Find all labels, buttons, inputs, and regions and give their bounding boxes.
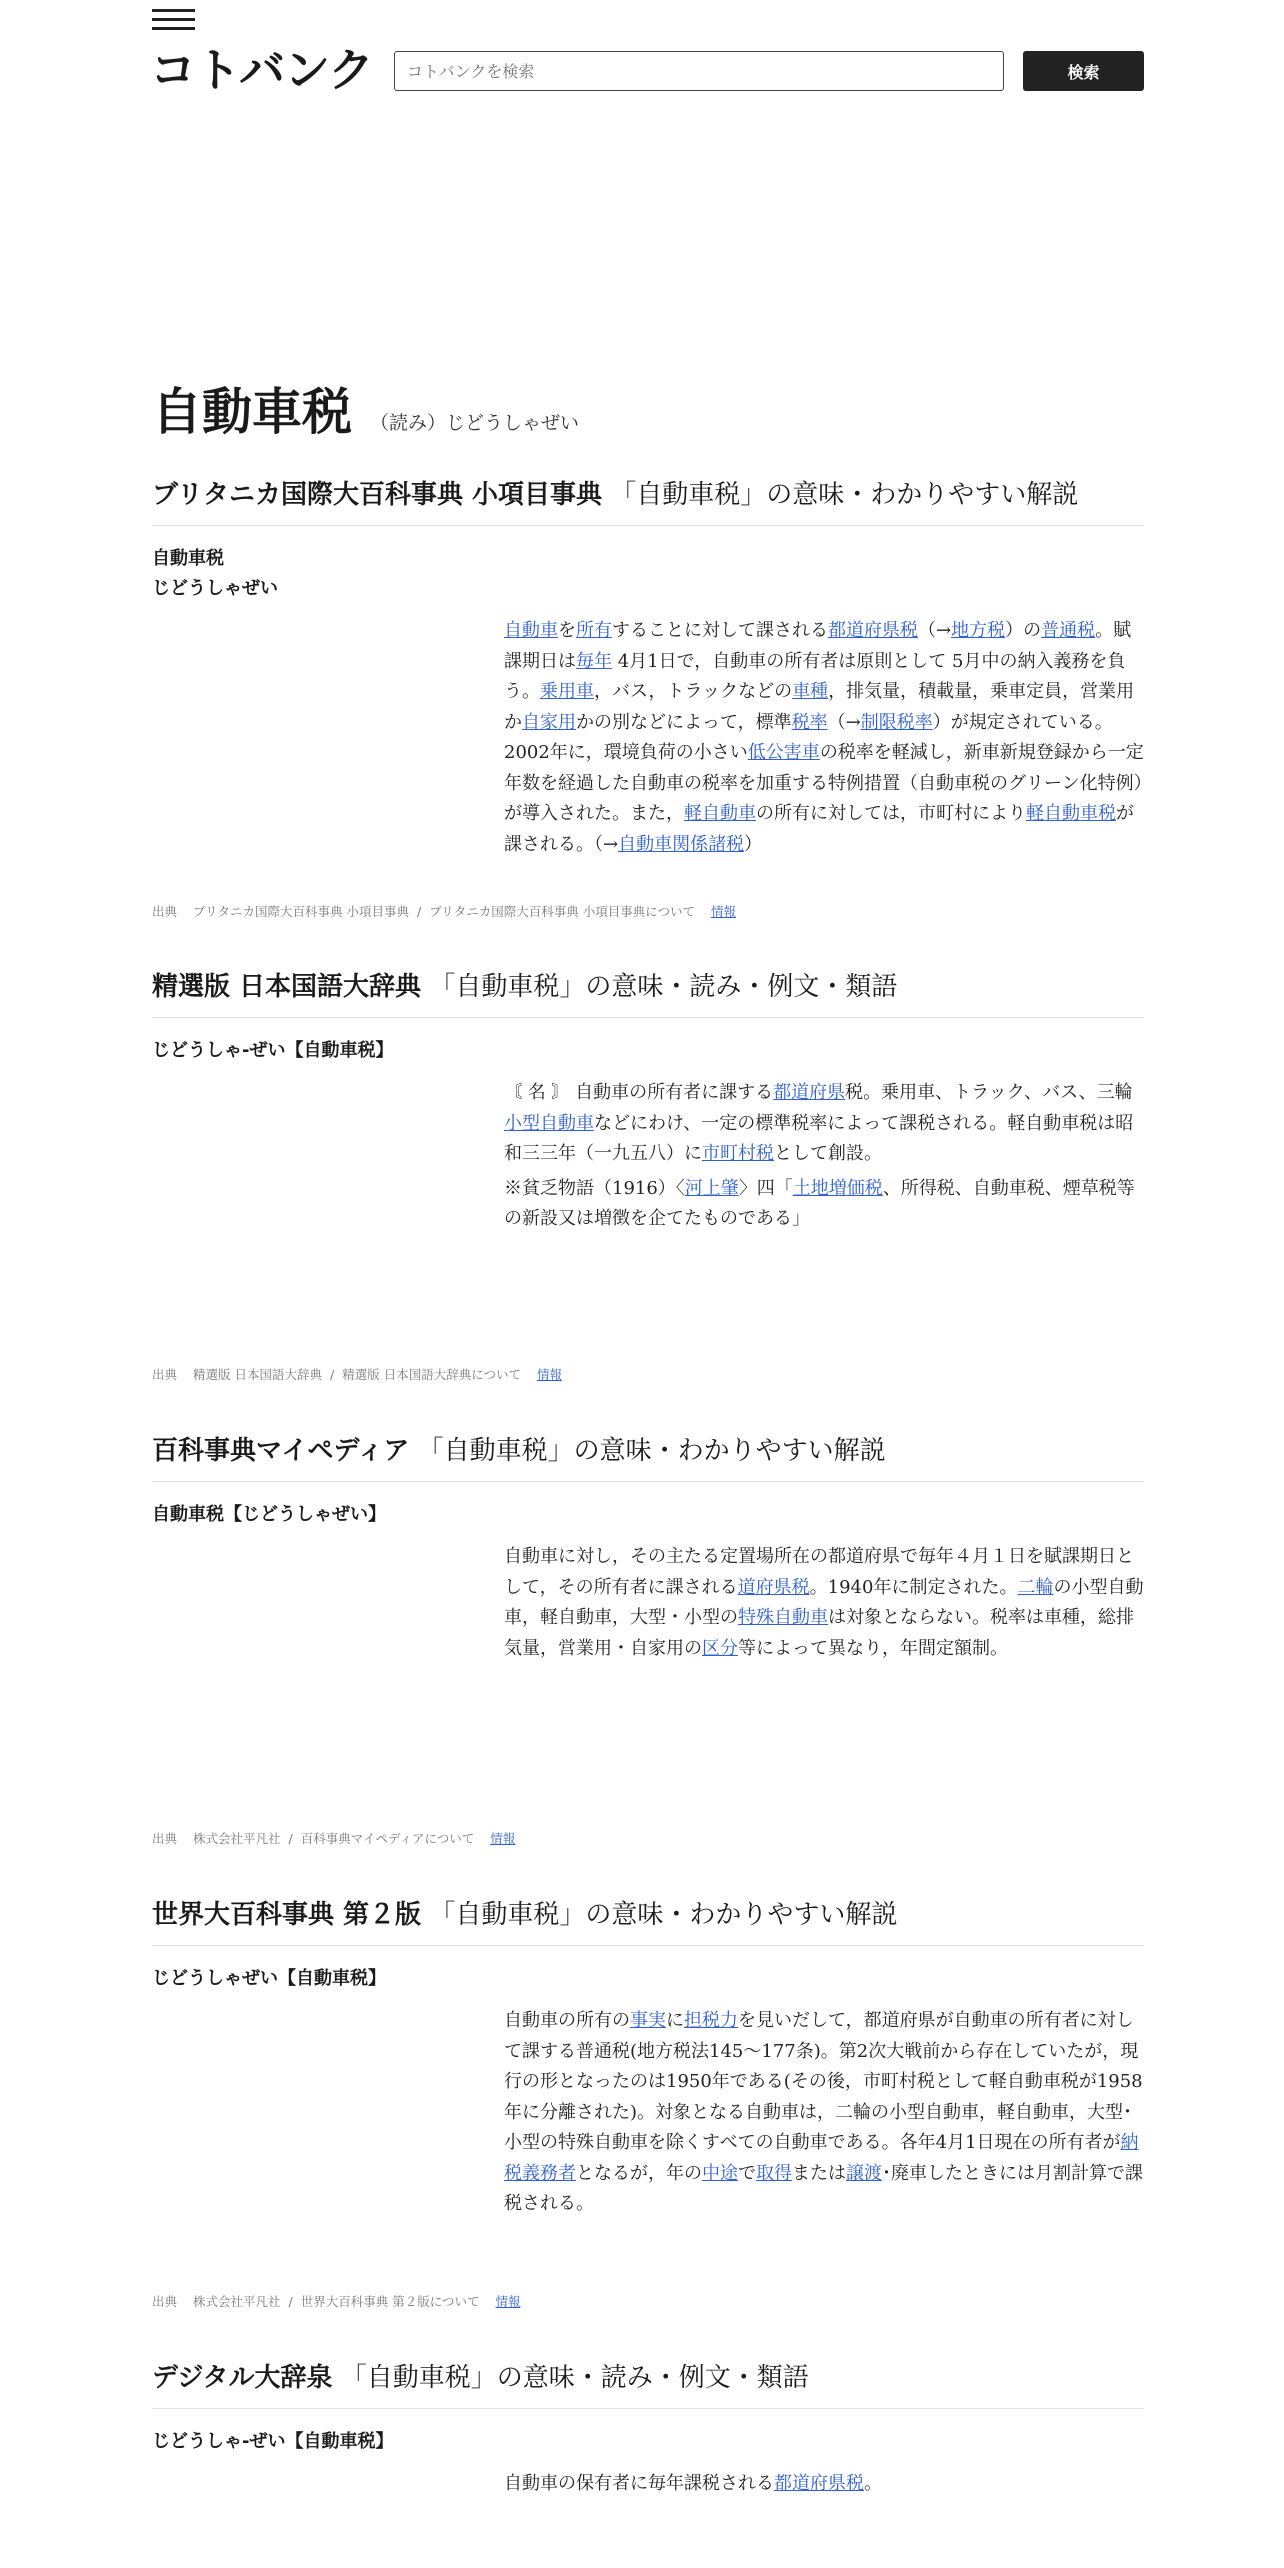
dictionary-name: ブリタニカ国際大百科事典 小項目事典 xyxy=(152,480,603,510)
section-subtitle: 「自動車税」の意味・わかりやすい解説 xyxy=(610,480,1079,510)
entry-paragraph xyxy=(504,2469,1144,2500)
source-line: 出典 ブリタニカ国際大百科事典 小項目事典 / ブリタニカ国際大百科事典 小項目事典について 情報 xyxy=(152,904,736,919)
dictionary-section xyxy=(152,1894,1144,2224)
dictionary-section xyxy=(152,474,1144,864)
dictionary-section xyxy=(152,2357,1144,2504)
entry-text: 自動車の保有者に毎年課税される xyxy=(504,2473,774,2494)
term-link[interactable]: 担税力 xyxy=(684,2010,738,2031)
term-link[interactable]: 制限税率 xyxy=(860,711,933,733)
term-link[interactable]: 税率 xyxy=(791,711,828,733)
source-publisher: ブリタニカ国際大百科事典 小項目事典 xyxy=(193,904,409,919)
entry-body xyxy=(504,2006,1144,2220)
term-link[interactable]: 自家用 xyxy=(522,711,576,733)
term-link[interactable]: 区分 xyxy=(702,1637,738,1659)
search-input[interactable] xyxy=(394,51,1004,91)
entry-reading: （読み）じどうしゃぜい xyxy=(370,412,580,434)
source-info-link[interactable]: 情報 xyxy=(710,904,736,919)
source-publisher: 精選版 日本国語大辞典 xyxy=(193,1367,322,1382)
headword-line: 自動車税【じどうしゃぜい】 xyxy=(152,1504,386,1525)
entry-text: ）の xyxy=(1005,620,1042,641)
term-link[interactable]: 二輪 xyxy=(1017,1576,1054,1598)
source-line: 出典 株式会社平凡社 / 百科事典マイペディアについて 情報 xyxy=(152,1831,516,1846)
entry-text: （→ xyxy=(827,711,861,733)
term-link[interactable]: 事実 xyxy=(630,2010,666,2031)
headword-line: じどうしゃぜい xyxy=(152,578,278,599)
source-label: 出典 xyxy=(152,1367,178,1382)
term-link[interactable]: 地方税 xyxy=(951,620,1006,641)
entry-headword xyxy=(152,2427,1144,2457)
entry-text: の税率を軽減し，新車新規登録から一定年数を経過した自動車の税率を加重する特例措置（自動車税のグリーン化特例）が導入された。また， xyxy=(504,742,1144,824)
term-link[interactable]: 市町村税 xyxy=(702,1143,774,1164)
entry-text: の所有に対しては，市町村により xyxy=(756,803,1026,824)
entry-text: ） xyxy=(744,833,763,855)
entry-text: の小型自動車，軽自動車，大型・小型の xyxy=(504,1576,1144,1628)
dictionary-name: 世界大百科事典 第２版 xyxy=(152,1900,422,1930)
section-heading xyxy=(152,474,1144,526)
entry-text: となるが，年の xyxy=(576,2162,702,2184)
entry-text: を xyxy=(558,620,576,641)
term-link[interactable]: 取得 xyxy=(756,2162,792,2184)
entry-text: （→ xyxy=(918,620,952,641)
entry-text: が課される。（→ xyxy=(504,803,1134,855)
headword-line: じどうしゃぜい【自動車税】 xyxy=(152,1968,386,1989)
entry-text: 4月1日で，自動車の所有者は原則として 5月中の納入義務を負う。 xyxy=(504,650,1126,702)
dictionary-name: 精選版 日本国語大辞典 xyxy=(152,972,422,1002)
menu-icon[interactable] xyxy=(152,9,195,31)
entry-text: かの別などによって，標準 xyxy=(576,711,792,733)
entry-text: を見いだして，都道府県が自動車の所有者に対して課する普通税(地方税法145～177条)。第2次大戦前から存在していたが，現行の形となったのは1950年である(その後，市町村税として軽自動車税が1958年に分離された)。対象となる自動車は，二輪の小型自動車，軽自動車，大型･小型の特殊自動車を除くすべての自動車である。各年4月1日現在の所有者が xyxy=(504,2010,1143,2153)
term-link[interactable]: 都道府県税 xyxy=(828,620,918,641)
term-link[interactable]: 車種 xyxy=(792,681,829,702)
entry-body xyxy=(504,616,1144,860)
section-subtitle: 「自動車税」の意味・わかりやすい解説 xyxy=(429,1900,898,1930)
term-link[interactable]: 河上肇 xyxy=(684,1177,739,1199)
entry-text: ，排気量，積載量，乗車定員，営業用か xyxy=(504,681,1135,733)
entry-paragraph xyxy=(504,1174,1144,1235)
source-about: 世界大百科事典 第２版について xyxy=(300,2294,480,2309)
entry-headword xyxy=(152,1964,1144,1994)
section-heading xyxy=(152,1430,1144,1482)
term-link[interactable]: 所有 xyxy=(576,620,612,641)
page-title xyxy=(152,372,579,444)
entry-text: 、所得税、自動車税、煙草税等の新設又は増徴を企てたものである」 xyxy=(504,1177,1135,1229)
entry-paragraph xyxy=(504,1542,1144,1664)
entry-text: 自動車の所有の xyxy=(504,2010,630,2031)
entry-text: に xyxy=(666,2010,684,2031)
section-subtitle: 「自動車税」の意味・読み・例文・類語 xyxy=(429,972,898,1002)
entry-text: 。 xyxy=(864,2473,882,2494)
entry-text: ，バス，トラックなどの xyxy=(594,681,793,702)
term-link[interactable]: 中途 xyxy=(702,2162,738,2184)
section-subtitle: 「自動車税」の意味・読み・例文・類語 xyxy=(340,2363,809,2393)
search-button[interactable]: 検索 xyxy=(1023,51,1144,91)
source-info-link[interactable]: 情報 xyxy=(536,1367,562,1382)
source-label: 出典 xyxy=(152,2294,178,2309)
entry-headword xyxy=(152,1500,1144,1530)
entry-text: で xyxy=(738,2162,756,2184)
entry-paragraph xyxy=(504,2006,1144,2220)
entry-text: 等によって異なり，年間定額制。 xyxy=(738,1637,1008,1659)
entry-text: 〉四「 xyxy=(738,1177,793,1199)
source-line: 出典 株式会社平凡社 / 世界大百科事典 第２版について 情報 xyxy=(152,2294,521,2309)
term-link[interactable]: 納税義務者 xyxy=(504,2132,1139,2184)
entry-text: 。1940年に制定された。 xyxy=(809,1576,1018,1598)
entry-text: 自動車に対し，その主たる定置場所在の都道府県で毎年４月１日を賦課期日として，その所有者に課される xyxy=(504,1546,1134,1598)
source-info-link[interactable]: 情報 xyxy=(490,1831,516,1846)
entry-text: ）が規定されている。2002年に，環境負荷の小さい xyxy=(504,711,1113,763)
source-info-link[interactable]: 情報 xyxy=(495,2294,521,2309)
entry-word: 自動車税 xyxy=(152,383,352,441)
section-heading xyxy=(152,966,1144,1018)
headword-line: じどうしゃ‐ぜい【自動車税】 xyxy=(152,1040,394,1061)
entry-text: などにわけ、一定の標準税率によって課税される。軽自動車税は昭和三三年（一九五八）に xyxy=(504,1112,1134,1164)
entry-text: として創設。 xyxy=(774,1143,882,1164)
entry-text: ･廃車したときには月割計算で課税される。 xyxy=(504,2162,1143,2214)
entry-headword xyxy=(152,544,1144,604)
entry-text: ※貧乏物語（1916）〈 xyxy=(504,1177,685,1199)
source-about: 精選版 日本国語大辞典について xyxy=(342,1367,521,1382)
site-logo[interactable]: コトバンク xyxy=(150,43,374,97)
entry-body xyxy=(504,2469,1144,2500)
source-about: ブリタニカ国際大百科事典 小項目事典について xyxy=(429,904,695,919)
term-link[interactable]: 小型自動車 xyxy=(504,1112,594,1134)
entry-text: することに対して課される xyxy=(612,620,828,641)
entry-text: または xyxy=(792,2162,846,2184)
term-link[interactable]: 都道府県 xyxy=(773,1082,846,1103)
entry-headword xyxy=(152,1036,1144,1066)
term-link[interactable]: 軽自動車税 xyxy=(1026,803,1116,824)
entry-paragraph xyxy=(504,1078,1144,1170)
source-publisher: 株式会社平凡社 xyxy=(193,2294,281,2309)
headword-line: 自動車税 xyxy=(152,548,224,569)
entry-text: 〘 名 〙 自動車の所有者に課する xyxy=(504,1082,774,1103)
term-link[interactable]: 特殊自動車 xyxy=(738,1607,828,1628)
entry-text: 税。乗用車、トラック、バス、三輪 xyxy=(845,1082,1133,1103)
term-link[interactable]: 毎年 xyxy=(576,650,612,672)
entry-body xyxy=(504,1542,1144,1664)
dictionary-section xyxy=(152,1430,1144,1668)
entry-paragraph xyxy=(504,616,1144,860)
term-link[interactable]: 軽自動車 xyxy=(684,803,756,824)
source-label: 出典 xyxy=(152,904,178,919)
headword-line: じどうしゃ‐ぜい【自動車税】 xyxy=(152,2431,394,2452)
term-link[interactable]: 都道府県税 xyxy=(774,2473,864,2494)
term-link[interactable]: 譲渡 xyxy=(846,2162,882,2184)
dictionary-section xyxy=(152,966,1144,1239)
term-link[interactable]: 土地増価税 xyxy=(792,1177,883,1199)
entry-body xyxy=(504,1078,1144,1235)
dictionary-name: 百科事典マイペディア xyxy=(152,1436,410,1466)
section-subtitle: 「自動車税」の意味・わかりやすい解説 xyxy=(417,1436,886,1466)
term-link[interactable]: 普通税 xyxy=(1041,620,1096,641)
source-publisher: 株式会社平凡社 xyxy=(193,1831,281,1846)
source-label: 出典 xyxy=(152,1831,178,1846)
section-heading xyxy=(152,2357,1144,2409)
entry-text: 。賦課期日は xyxy=(504,620,1132,672)
source-about: 百科事典マイペディアについて xyxy=(300,1831,475,1846)
term-link[interactable]: 乗用車 xyxy=(540,681,594,702)
term-link[interactable]: 自動車 xyxy=(504,620,558,641)
dictionary-name: デジタル大辞泉 xyxy=(152,2363,333,2393)
entry-text: は対象とならない。税率は車種，総排気量，営業用・自家用の xyxy=(504,1607,1134,1659)
term-link[interactable]: 自動車関係諸税 xyxy=(618,833,745,855)
section-heading xyxy=(152,1894,1144,1946)
term-link[interactable]: 低公害車 xyxy=(747,742,820,763)
source-line: 出典 精選版 日本国語大辞典 / 精選版 日本国語大辞典について 情報 xyxy=(152,1367,562,1382)
term-link[interactable]: 道府県税 xyxy=(737,1576,810,1598)
